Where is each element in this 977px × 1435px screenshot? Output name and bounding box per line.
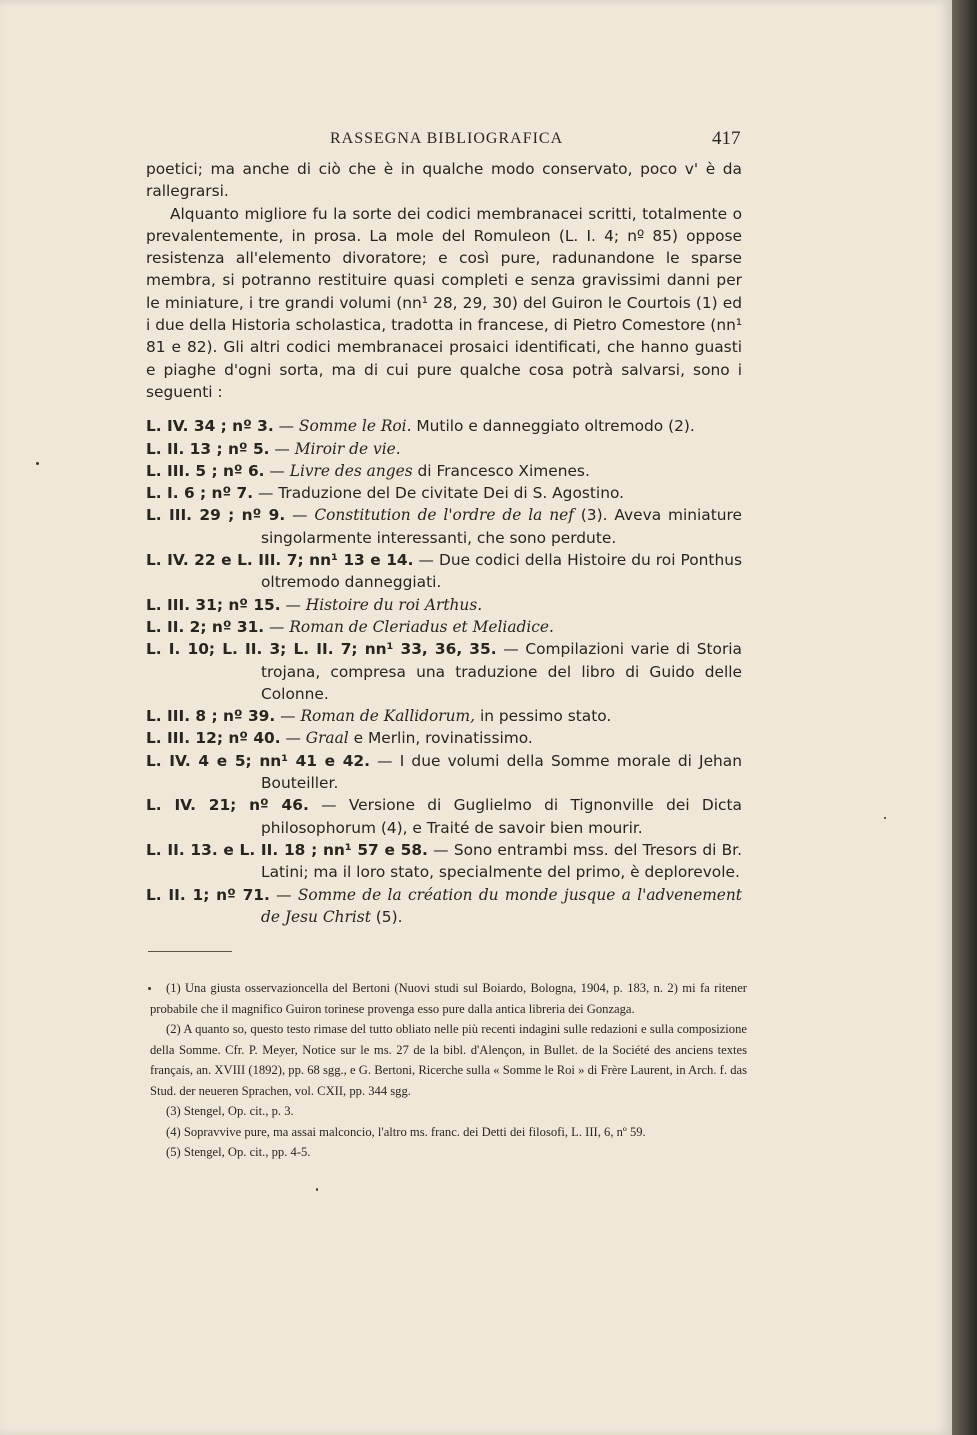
manuscript-entry <box>146 839 742 884</box>
footnote: (4) Sopravvive pure, ma assai malconcio, l'altro ms. franc. dei Detti dei filosofi, L. III, 6, nº 59. <box>166 1124 646 1139</box>
dash: — <box>285 506 315 525</box>
manuscript-entry <box>146 504 742 549</box>
shelfmark: L. II. 13 ; nº 5. <box>146 439 270 458</box>
shelfmark: L. III. 29 ; nº 9. <box>146 506 286 525</box>
dash: — <box>269 885 298 904</box>
entry-description: (3). Aveva miniature singolarmente interessanti, che sono perdute. <box>261 506 742 547</box>
shelfmark: L. I. 6 ; nº 7. <box>146 484 254 503</box>
dash: — <box>427 840 454 859</box>
manuscript-entry <box>146 638 742 705</box>
shelfmark: L. IV. 4 e 5; nn¹ 41 e 42. <box>146 751 370 770</box>
shelfmark: L. I. 10; L. II. 3; L. II. 7; nn¹ 33, 36, 35. <box>146 640 497 659</box>
page-header <box>0 128 952 152</box>
entry-description: Mutilo e danneggiato oltremodo (2). <box>411 417 695 436</box>
footnote-rule <box>148 951 232 952</box>
entry-description: Sono entrambi mss. del Tresors di Br. Latini; ma il loro stato, specialmente del primo, è deplorevole. <box>261 840 742 882</box>
paragraph: Alquanto migliore fu la sorte dei codici membranacei scritti, totalmente o prevalentemente, in prosa. La mole del Romuleon (L. I. 4; nº 85) oppose resistenza all'elemento divoratore; e così pure, radunandone le sparse membra, si potranno restituire quasi completi e senza gravissimi danni per le miniature, i tre grandi volumi (nn¹ 28, 29, 30) del Guiron le Courtois (1) ed i due della Historia scholastica, tradotta in francese, di Pietro Comestore (nn¹ 81 e 82). Gli altri codici membranacei prosaici identificati, che hanno guasti e piaghe d'ogni sorta, ma di cui pure qualche cosa potrà salvarsi, sono i seguenti : <box>146 204 742 401</box>
work-title: Somme le Roi. <box>298 417 412 436</box>
entry-description: Compilazioni varie di Storia trojana, compresa una traduzione del libro di Guido delle Colonne. <box>261 640 742 703</box>
work-title: Roman de Cleriadus et Meliadice. <box>289 617 554 636</box>
dash: — <box>280 729 306 748</box>
shelfmark: L. II. 13. e L. II. 18 ; nn¹ 57 e 58. <box>146 840 428 859</box>
shelfmark: L. IV. 34 ; nº 3. <box>146 417 274 436</box>
manuscript-entry <box>146 727 742 749</box>
work-title: Miroir de vie. <box>294 439 401 458</box>
footnote: (5) Stengel, Op. cit., pp. 4-5. <box>166 1145 311 1159</box>
dash: — <box>264 461 290 480</box>
dash: — <box>273 417 299 436</box>
shelfmark: L. IV. 21; nº 46. <box>146 796 309 815</box>
shelfmark: L. IV. 22 e L. III. 7; nn¹ 13 e 14. <box>146 551 414 570</box>
dash: — <box>496 640 526 659</box>
shelfmark: L. III. 31; nº 15. <box>146 595 281 614</box>
entry-description: Traduzione del De civitate Dei di S. Agostino. <box>278 484 624 503</box>
dash: — <box>253 484 279 503</box>
running-title: RASSEGNA BIBLIOGRAFICA <box>330 130 564 147</box>
footnote: (3) Stengel, Op. cit., p. 3. <box>166 1104 294 1118</box>
dash: — <box>369 751 400 770</box>
work-title: Constitution de l'ordre de la nef <box>314 506 574 525</box>
entry-description: Due codici della Histoire du roi Ponthus oltremodo danneggiati. <box>261 551 742 592</box>
page-edge-shadow <box>952 0 977 1435</box>
footnote: (2) A quanto so, questo testo rimase del tutto obliato nelle più recenti indagini sulle redazioni e sulla composizione della Somme. Cfr. P. Meyer, Notice sur le ms. 27 de la bibl. d'Alençon, in Bullet. de la Société des anciens textes français, an. XVIII (1892), pp. 68 sgg., e G. Bertoni, Ricerche sulla « Somme le Roi » di Frère Laurent, in Arch. f. das Stud. der neueren Sprachen, vol. CXII, pp. 344 sgg. <box>150 1022 747 1098</box>
manuscript-entry <box>146 750 742 795</box>
manuscript-entry <box>146 549 742 594</box>
dash: — <box>280 595 306 614</box>
work-title: Roman de Kallidorum, <box>300 707 476 726</box>
footnote: (1) Una giusta osservazioncella del Bertoni (Nuovi studi sul Boiardo, Bologna, 1904, p. 183, n. 2) mi fa ritener probabile che il magnifico Guiron torinese provenga esso pure dalla antica libreria dei Gonzaga. <box>150 981 747 1016</box>
manuscript-entry <box>146 884 742 929</box>
entry-description: e Merlin, rovinatissimo. <box>348 729 533 748</box>
manuscript-entry <box>146 616 742 638</box>
shelfmark: L. II. 1; nº 71. <box>146 885 270 904</box>
page-number: 417 <box>712 128 741 149</box>
manuscript-entry <box>146 482 742 504</box>
work-title: Graal <box>305 729 349 748</box>
shelfmark: L. III. 8 ; nº 39. <box>146 707 276 726</box>
entry-description: Versione di Guglielmo di Tignonville dei Dicta philosophorum (4), e Traité de savoir bien mourir. <box>261 796 742 837</box>
manuscript-list <box>146 415 742 928</box>
main-text <box>146 158 742 928</box>
paragraph: poetici; ma anche di ciò che è in qualche modo conservato, poco v' è da rallegrarsi. <box>146 160 742 201</box>
manuscript-entry <box>146 460 742 482</box>
work-title: Livre des anges <box>289 461 413 480</box>
dash: — <box>275 707 301 726</box>
manuscript-entry <box>146 594 742 616</box>
entry-description: di Francesco Ximenes. <box>412 461 590 480</box>
entry-description: in pessimo stato. <box>475 707 612 726</box>
manuscript-entry <box>146 415 742 437</box>
dash: — <box>308 796 349 815</box>
shelfmark: L. III. 5 ; nº 6. <box>146 461 265 480</box>
entry-description: (5). <box>370 907 403 926</box>
shelfmark: L. III. 12; nº 40. <box>146 729 281 748</box>
dash: — <box>413 551 439 570</box>
shelfmark: L. II. 2; nº 31. <box>146 617 265 636</box>
work-title: Somme de la création du monde jusque a l'advenement de Jesu Christ <box>261 885 742 926</box>
manuscript-entry <box>146 794 742 839</box>
manuscript-entry <box>146 438 742 460</box>
manuscript-entry <box>146 705 742 727</box>
dash: — <box>269 439 295 458</box>
entry-description: I due volumi della Somme morale di Jehan Bouteiller. <box>261 751 742 793</box>
dash: — <box>264 617 290 636</box>
footnotes <box>150 978 747 1163</box>
work-title: Histoire du roi Arthus. <box>305 595 483 614</box>
